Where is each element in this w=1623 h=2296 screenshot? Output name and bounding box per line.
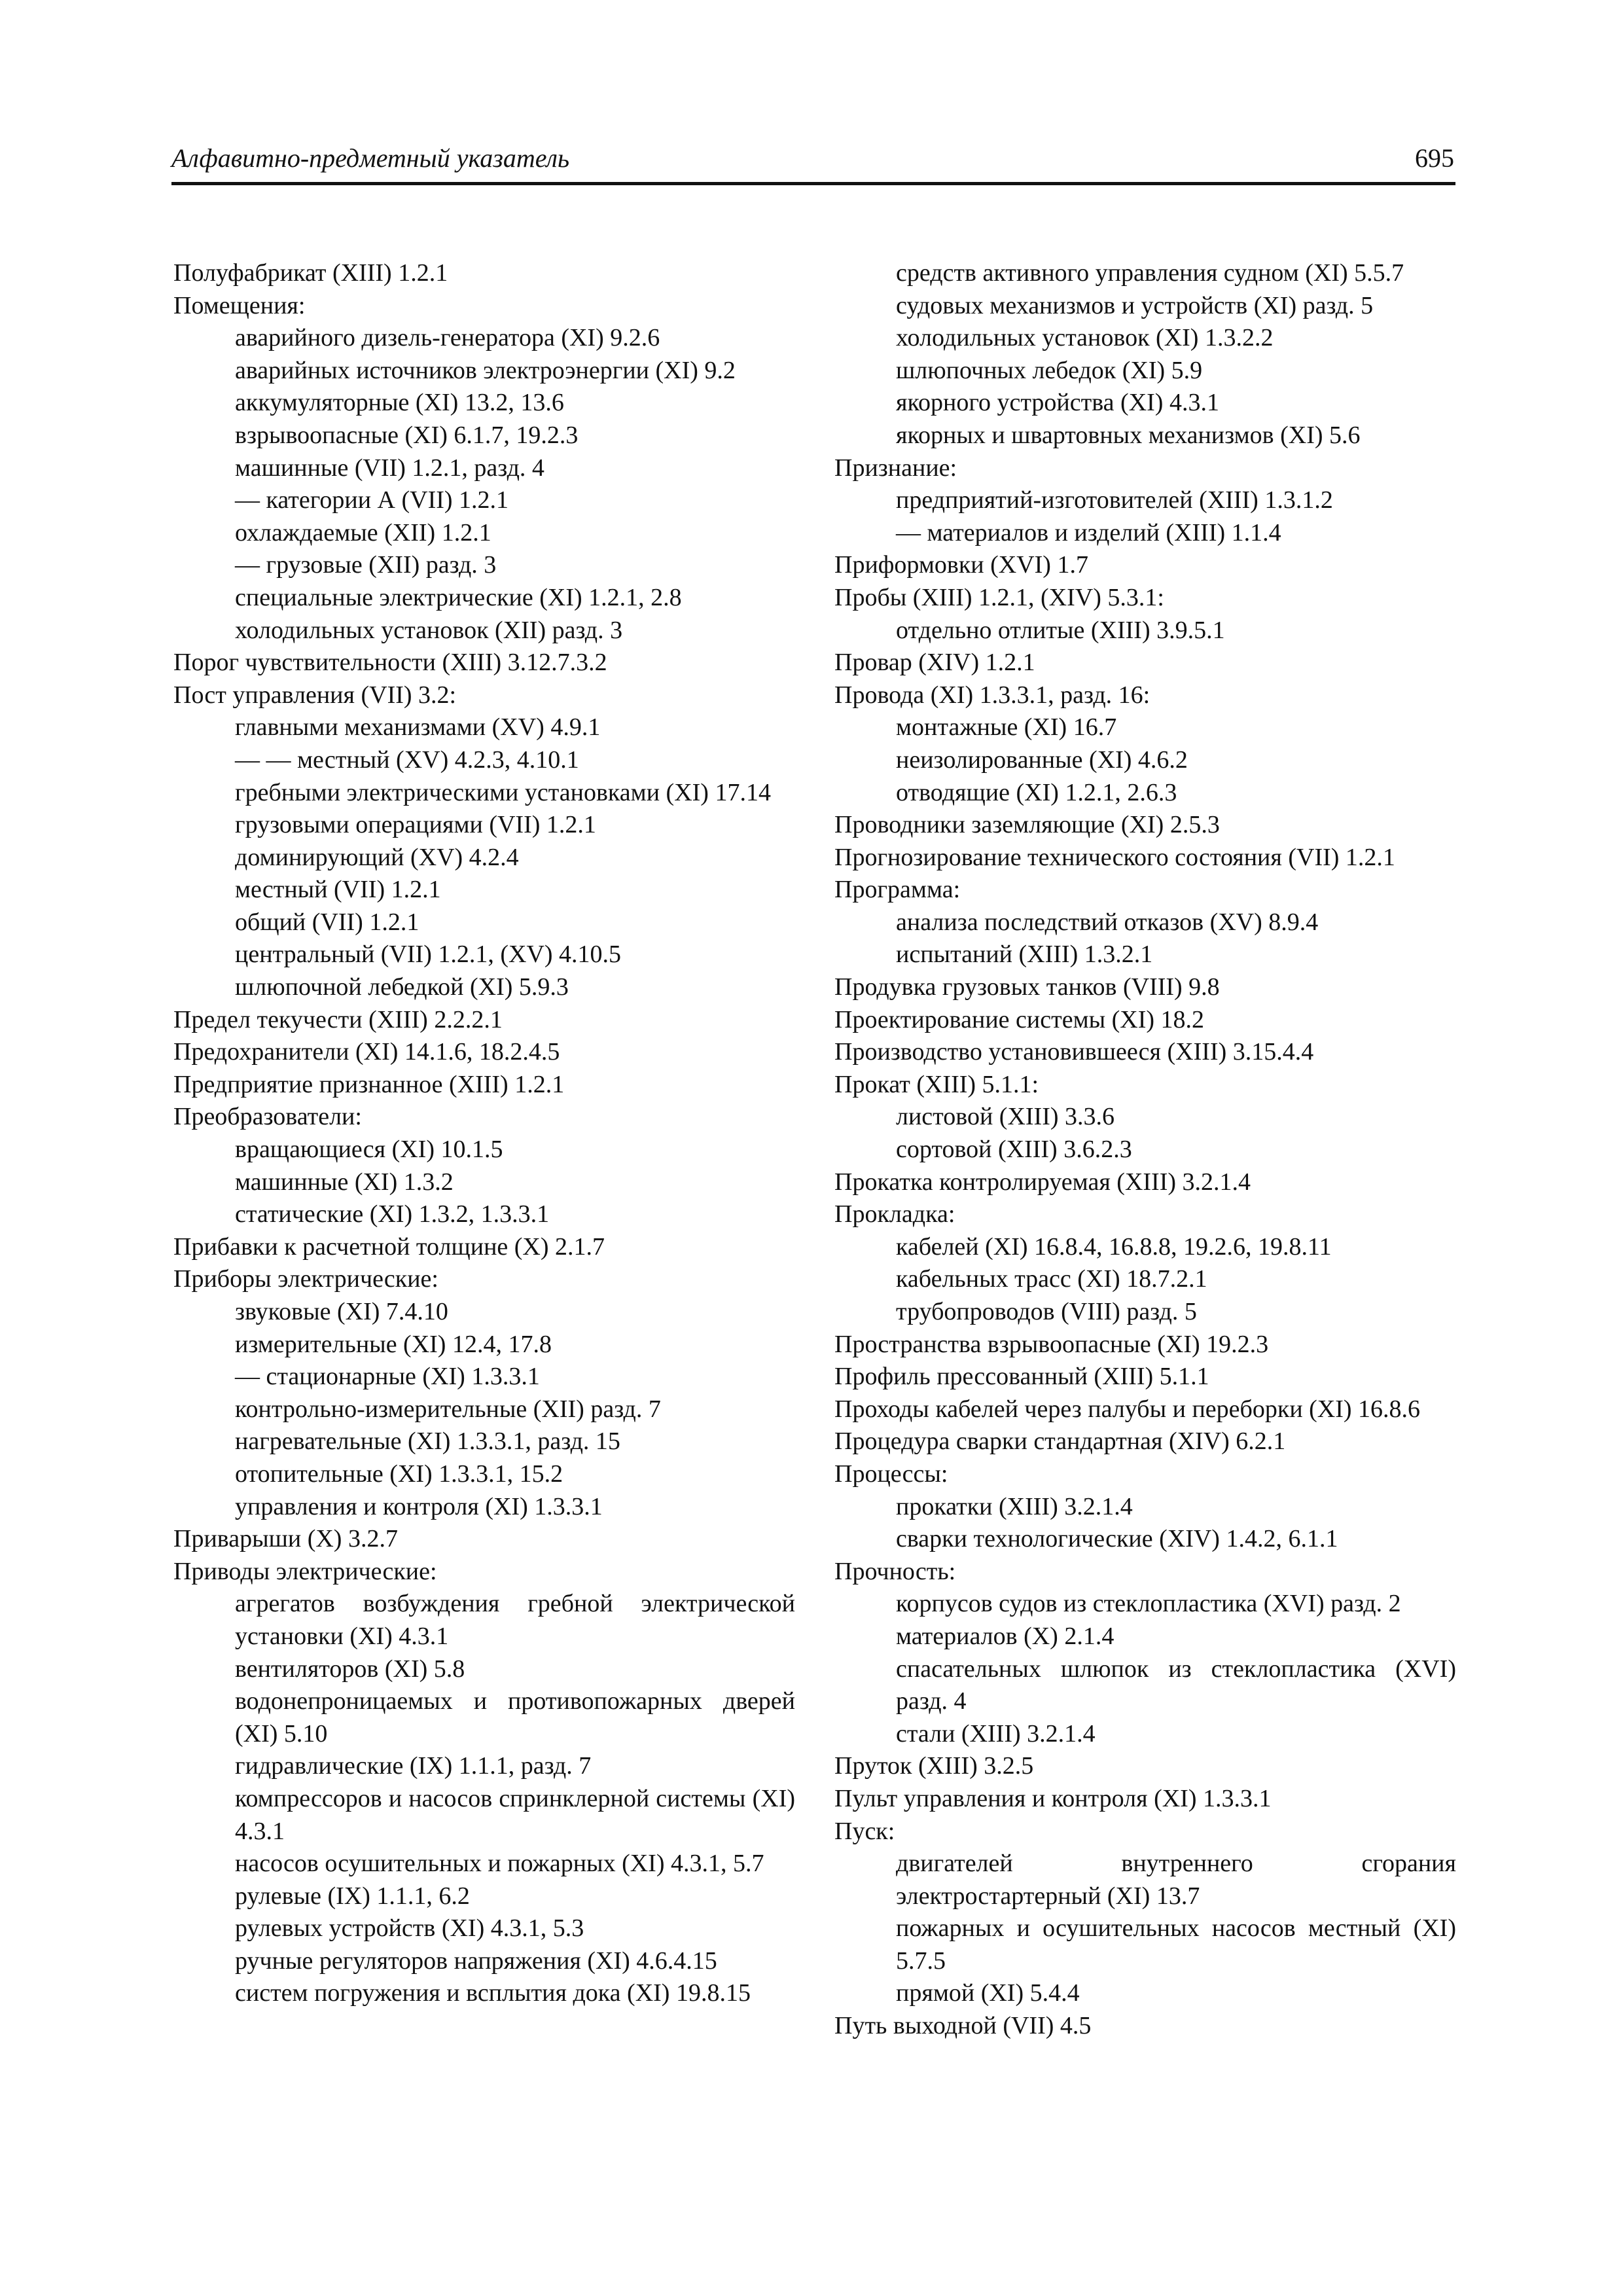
index-subentry: — стационарные (XI) 1.3.3.1 xyxy=(235,1363,540,1391)
page-header xyxy=(171,140,1455,185)
index-subentry: общий (VII) 1.2.1 xyxy=(235,908,419,936)
index-entry: Продувка грузовых танков (VIII) 9.8 xyxy=(834,973,1220,1001)
index-subentry: спасательных шлюпок из стеклопластика (XVI) разд. 4 xyxy=(896,1655,1456,1715)
page-number: 695 xyxy=(1415,143,1454,173)
index-subentry: доминирующий (XV) 4.2.4 xyxy=(235,843,519,871)
index-subentry: сортовой (XIII) 3.6.2.3 xyxy=(896,1136,1132,1164)
index-entry: Проектирование системы (XI) 18.2 xyxy=(834,1005,1205,1033)
index-column-right xyxy=(834,257,1456,2043)
index-subentry: аккумуляторные (XI) 13.2, 13.6 xyxy=(235,389,564,417)
index-subentry: анализа последствий отказов (XV) 8.9.4 xyxy=(896,908,1319,936)
index-entry: Приварыши (X) 3.2.7 xyxy=(173,1525,398,1553)
index-subentry: листовой (XIII) 3.3.6 xyxy=(896,1103,1115,1131)
index-subentry: нагревательные (XI) 1.3.3.1, разд. 15 xyxy=(235,1427,620,1456)
index-subentry: контрольно-измерительные (XII) разд. 7 xyxy=(235,1395,661,1423)
index-subentry: якорных и швартовных механизмов (XI) 5.6 xyxy=(896,421,1361,449)
index-entry: Прочность: xyxy=(834,1557,956,1585)
index-subentry: холодильных установок (XI) 1.3.2.2 xyxy=(896,324,1274,352)
index-subentry: отдельно отлитые (XIII) 3.9.5.1 xyxy=(896,616,1225,644)
index-entry: Путь выходной (VII) 4.5 xyxy=(834,2012,1092,2040)
index-entry: Порог чувствительности (XIII) 3.12.7.3.2 xyxy=(173,649,607,677)
index-entry: Пруток (XIII) 3.2.5 xyxy=(834,1752,1034,1780)
index-entry: Профиль прессованный (XIII) 5.1.1 xyxy=(834,1363,1209,1391)
running-title: Алфавитно-предметный указатель xyxy=(171,143,570,173)
index-subentry: сварки технологические (XIV) 1.4.2, 6.1.1 xyxy=(896,1525,1338,1553)
index-column-left xyxy=(173,257,795,2010)
index-subentry: — категории А (VII) 1.2.1 xyxy=(235,486,509,514)
index-subentry: гребными электрическими установками (XI) 17.14 xyxy=(235,778,771,806)
index-subentry: измерительные (XI) 12.4, 17.8 xyxy=(235,1330,552,1358)
index-entry: Пространства взрывоопасные (XI) 19.2.3 xyxy=(834,1330,1269,1358)
index-entry: Провар (XIV) 1.2.1 xyxy=(834,649,1035,677)
index-subentry: — материалов и изделий (XIII) 1.1.4 xyxy=(896,518,1281,547)
index-subentry: кабелей (XI) 16.8.4, 16.8.8, 19.2.6, 19.8.11 xyxy=(896,1232,1332,1261)
index-subentry: средств активного управления судном (XI) 5.5.7 xyxy=(896,259,1404,287)
index-subentry: местный (VII) 1.2.1 xyxy=(235,876,441,904)
index-subentry: двигателей внутреннего сгорания электростартерный (XI) 13.7 xyxy=(896,1850,1456,1910)
index-subentry: пожарных и осушительных насосов местный (XI) 5.7.5 xyxy=(896,1914,1456,1975)
index-subentry: — грузовые (XII) разд. 3 xyxy=(235,551,497,579)
index-subentry: вращающиеся (XI) 10.1.5 xyxy=(235,1136,503,1164)
index-entry: Пуск: xyxy=(834,1817,895,1845)
index-entry: Пробы (XIII) 1.2.1, (XIV) 5.3.1: xyxy=(834,583,1164,611)
index-subentry: грузовыми операциями (VII) 1.2.1 xyxy=(235,811,596,839)
index-entry: Прокатка контролируемая (XIII) 3.2.1.4 xyxy=(834,1168,1251,1196)
index-subentry: стали (XIII) 3.2.1.4 xyxy=(896,1719,1096,1748)
index-subentry: кабельных трасс (XI) 18.7.2.1 xyxy=(896,1265,1207,1293)
index-entry: Помещения: xyxy=(173,291,306,319)
index-entry: Предел текучести (XIII) 2.2.2.1 xyxy=(173,1005,503,1033)
index-subentry: судовых механизмов и устройств (XI) разд. 5 xyxy=(896,291,1374,319)
index-subentry: центральный (VII) 1.2.1, (XV) 4.10.5 xyxy=(235,941,622,969)
index-entry: Приформовки (XVI) 1.7 xyxy=(834,551,1088,579)
index-subentry: рулевых устройств (XI) 4.3.1, 5.3 xyxy=(235,1914,584,1943)
index-subentry: прямой (XI) 5.4.4 xyxy=(896,1979,1080,2007)
index-subentry: неизолированные (XI) 4.6.2 xyxy=(896,745,1188,774)
index-subentry: аварийных источников электроэнергии (XI) 9.2 xyxy=(235,356,736,384)
index-entry: Программа: xyxy=(834,876,961,904)
index-subentry: якорного устройства (XI) 4.3.1 xyxy=(896,389,1219,417)
index-entry: Процедура сварки стандартная (XIV) 6.2.1 xyxy=(834,1427,1286,1456)
index-subentry: отводящие (XI) 1.2.1, 2.6.3 xyxy=(896,778,1177,806)
index-entry: Производство установившееся (XIII) 3.15.4.4 xyxy=(834,1038,1314,1066)
index-entry: Пульт управления и контроля (XI) 1.3.3.1 xyxy=(834,1784,1272,1812)
index-entry: Проводники заземляющие (XI) 2.5.3 xyxy=(834,811,1220,839)
index-subentry: отопительные (XI) 1.3.3.1, 15.2 xyxy=(235,1460,563,1488)
index-entry: Пост управления (VII) 3.2: xyxy=(173,681,457,709)
index-subentry: охлаждаемые (XII) 1.2.1 xyxy=(235,518,491,547)
index-subentry: вентиляторов (XI) 5.8 xyxy=(235,1655,465,1683)
index-subentry: прокатки (XIII) 3.2.1.4 xyxy=(896,1492,1133,1520)
index-subentry: главными механизмами (XV) 4.9.1 xyxy=(235,713,601,742)
index-subentry: управления и контроля (XI) 1.3.3.1 xyxy=(235,1492,603,1520)
index-entry: Предприятие признанное (XIII) 1.2.1 xyxy=(173,1070,565,1098)
index-entry: Полуфабрикат (XIII) 1.2.1 xyxy=(173,259,448,287)
index-entry: Процессы: xyxy=(834,1460,948,1488)
index-subentry: агрегатов возбуждения гребной электрической установки (XI) 4.3.1 xyxy=(235,1590,795,1650)
index-entry: Предохранители (XI) 14.1.6, 18.2.4.5 xyxy=(173,1038,560,1066)
index-subentry: компрессоров и насосов спринклерной системы (XI) 4.3.1 xyxy=(235,1784,795,1845)
index-entry: Признание: xyxy=(834,454,957,482)
index-entry: Приводы электрические: xyxy=(173,1557,437,1585)
index-subentry: ручные регуляторов напряжения (XI) 4.6.4.15 xyxy=(235,1946,717,1975)
index-subentry: аварийного дизель-генератора (XI) 9.2.6 xyxy=(235,324,660,352)
index-subentry: испытаний (XIII) 1.3.2.1 xyxy=(896,941,1153,969)
index-subentry: специальные электрические (XI) 1.2.1, 2.8 xyxy=(235,583,682,611)
index-entry: Прокат (XIII) 5.1.1: xyxy=(834,1070,1039,1098)
index-subentry: взрывоопасные (XI) 6.1.7, 19.2.3 xyxy=(235,421,579,449)
index-subentry: трубопроводов (VIII) разд. 5 xyxy=(896,1298,1197,1325)
index-entry: Приборы электрические: xyxy=(173,1265,438,1293)
index-subentry: машинные (XI) 1.3.2 xyxy=(235,1168,454,1196)
index-subentry: рулевые (IX) 1.1.1, 6.2 xyxy=(235,1882,470,1910)
index-entry: Прогнозирование технического состояния (VII) 1.2.1 xyxy=(834,843,1395,871)
index-entry: Провода (XI) 1.3.3.1, разд. 16: xyxy=(834,681,1150,709)
index-subentry: шлюпочной лебедкой (XI) 5.9.3 xyxy=(235,973,569,1001)
index-entry: Прибавки к расчетной толщине (X) 2.1.7 xyxy=(173,1232,605,1261)
index-subentry: предприятий-изготовителей (XIII) 1.3.1.2 xyxy=(896,486,1333,514)
index-subentry: звуковые (XI) 7.4.10 xyxy=(235,1298,448,1325)
index-subentry: насосов осушительных и пожарных (XI) 4.3.1, 5.7 xyxy=(235,1850,764,1878)
index-subentry: машинные (VII) 1.2.1, разд. 4 xyxy=(235,454,544,482)
index-subentry: материалов (X) 2.1.4 xyxy=(896,1622,1115,1650)
index-subentry: систем погружения и всплытия дока (XI) 19.8.15 xyxy=(235,1979,751,2007)
index-subentry: монтажные (XI) 16.7 xyxy=(896,713,1117,742)
index-subentry: статические (XI) 1.3.2, 1.3.3.1 xyxy=(235,1200,550,1229)
index-subentry: шлюпочных лебедок (XI) 5.9 xyxy=(896,356,1203,384)
index-entry: Преобразователи: xyxy=(173,1103,362,1131)
index-entry: Проходы кабелей через палубы и переборки (XI) 16.8.6 xyxy=(834,1395,1421,1423)
index-subentry: гидравлические (IX) 1.1.1, разд. 7 xyxy=(235,1752,592,1780)
index-subentry: корпусов судов из стеклопластика (XVI) разд. 2 xyxy=(896,1590,1401,1618)
index-subentry: — — местный (XV) 4.2.3, 4.10.1 xyxy=(235,745,579,774)
index-subentry: водонепроницаемых и противопожарных дверей (XI) 5.10 xyxy=(235,1687,795,1748)
index-entry: Прокладка: xyxy=(834,1200,955,1229)
index-subentry: холодильных установок (XII) разд. 3 xyxy=(235,616,623,644)
